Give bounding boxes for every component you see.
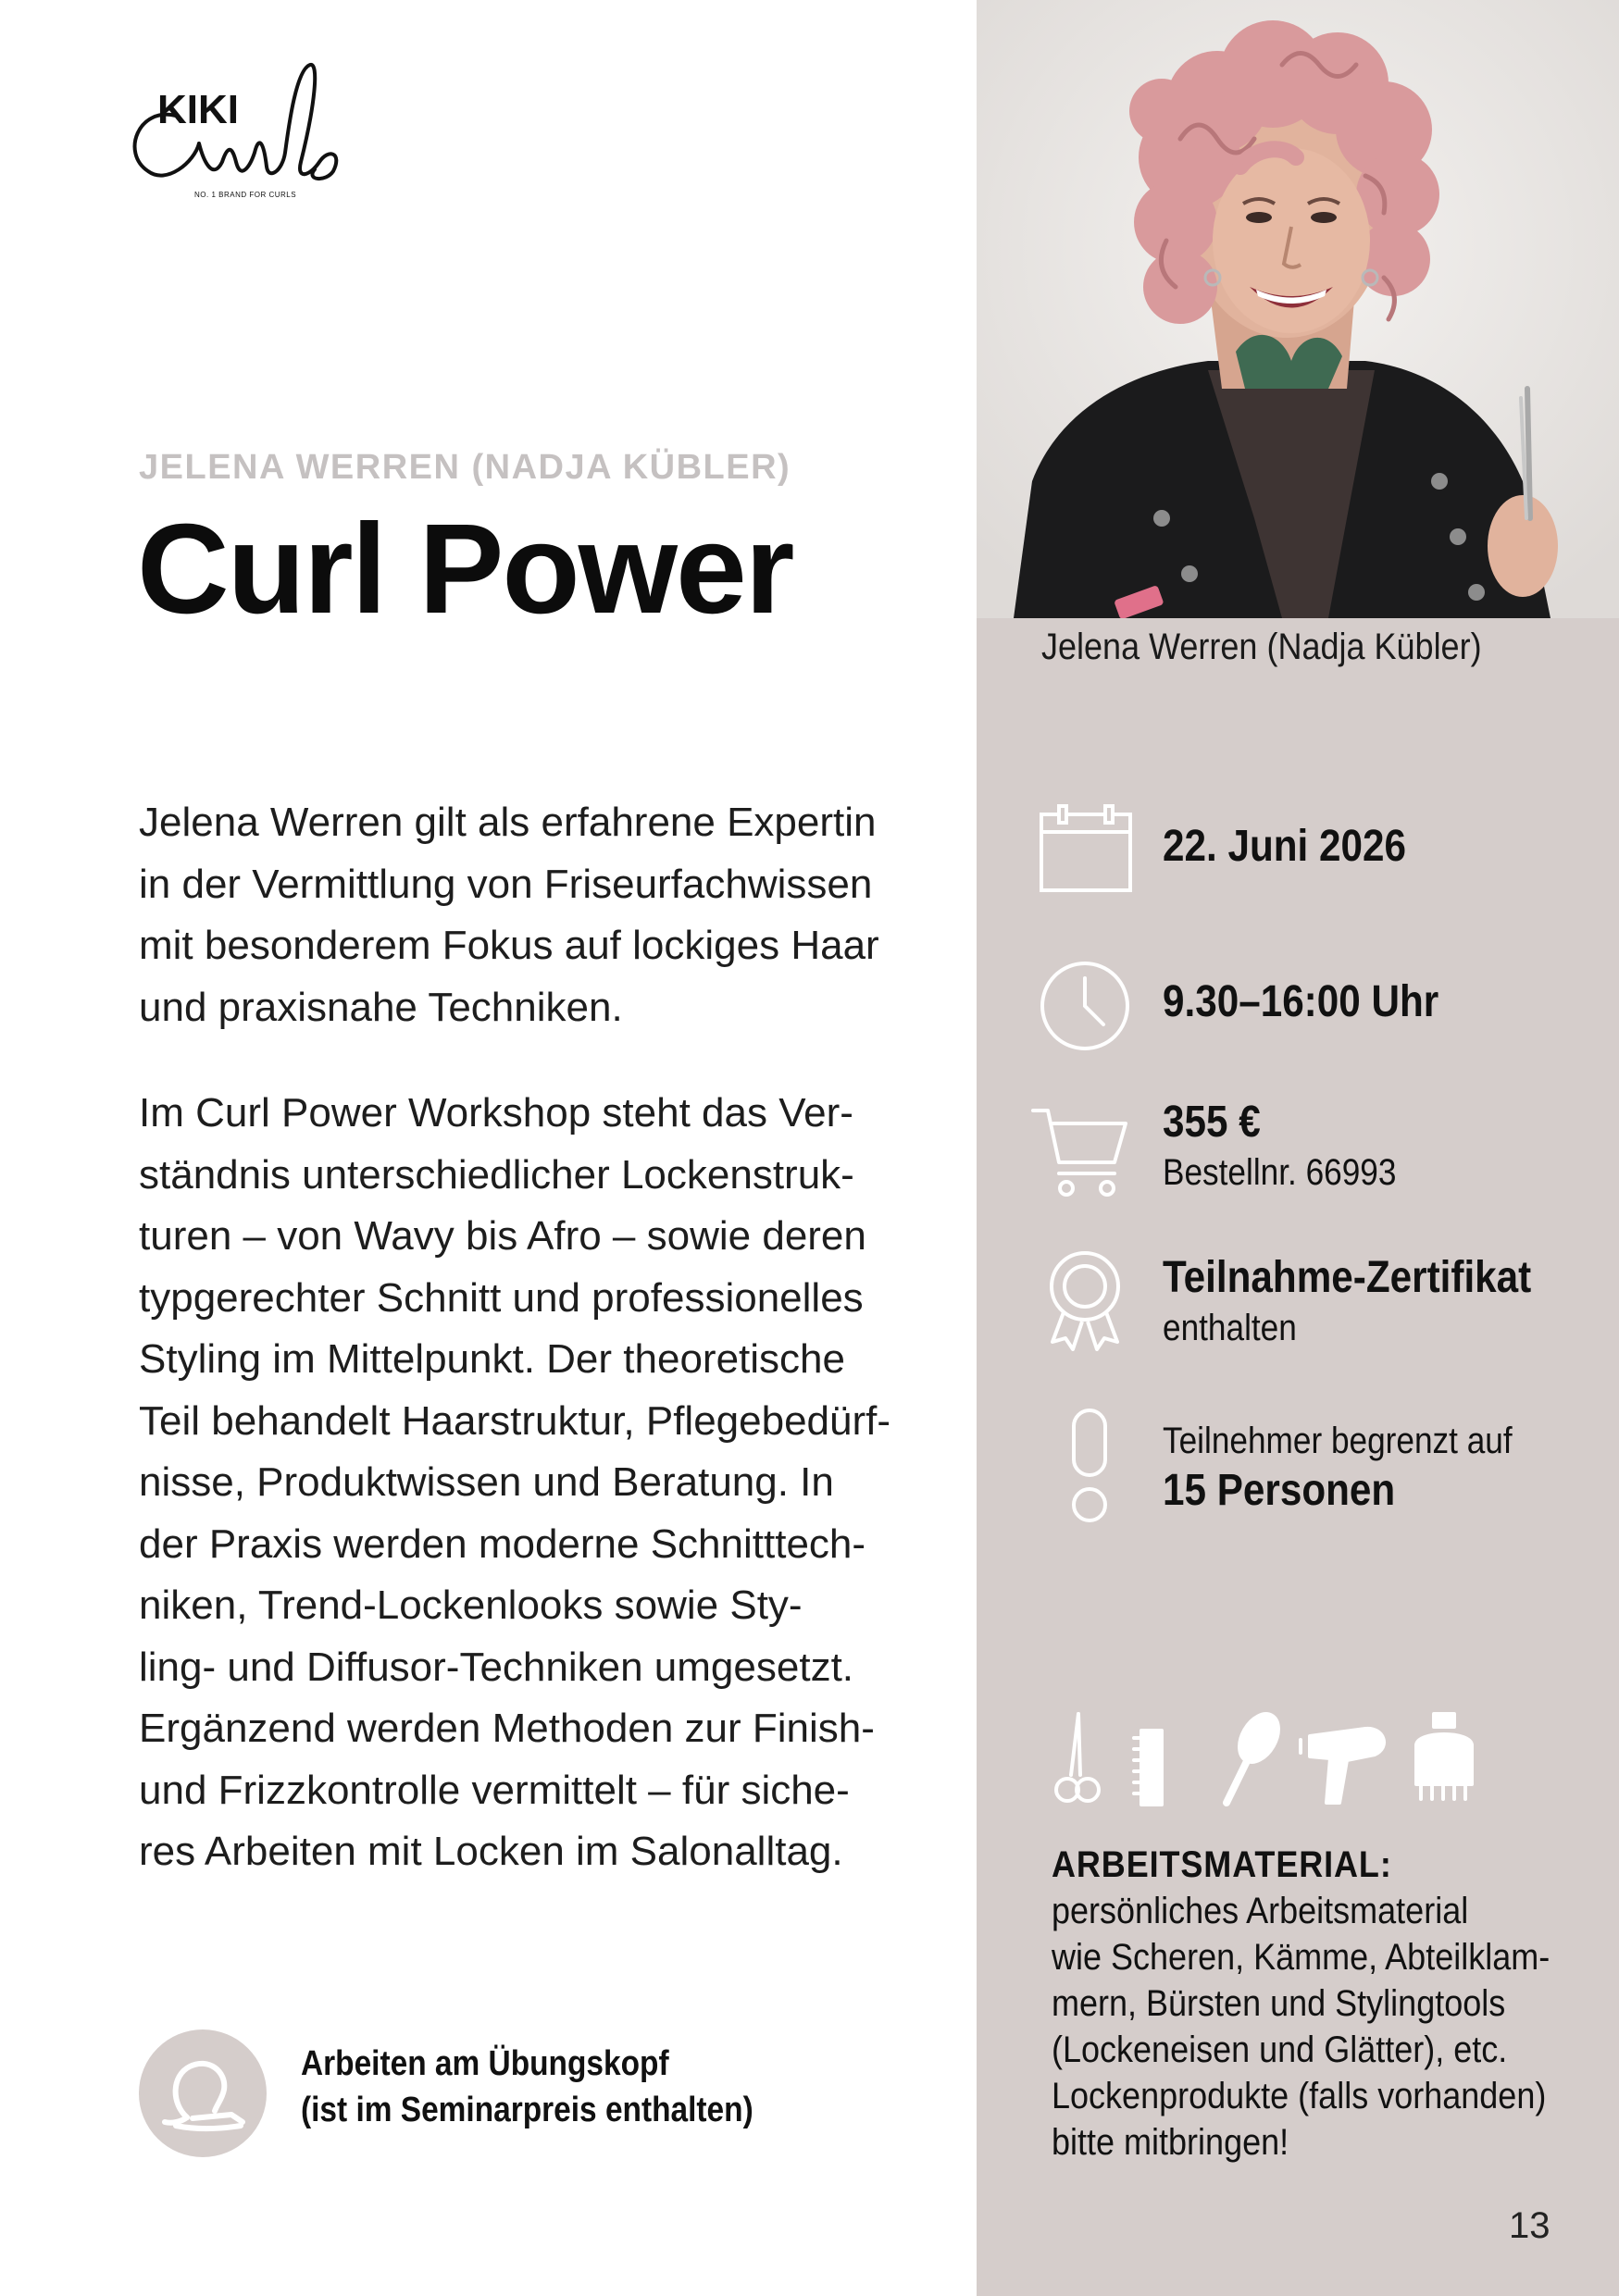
text-line: mit besonderem Fokus auf lockiges Haar bbox=[139, 923, 879, 968]
participants-note: Teilnehmer begrenzt auf bbox=[1163, 1421, 1513, 1461]
text-line: typgerechter Schnitt und professionelles bbox=[139, 1274, 864, 1321]
trainer-photo bbox=[977, 0, 1619, 618]
text-line: niken, Trend-Lockenlooks sowie Sty- bbox=[139, 1582, 803, 1628]
text-line: Im Curl Power Workshop steht das Ver- bbox=[139, 1090, 853, 1136]
certificate-value: Teilnahme-Zertifikat bbox=[1163, 1253, 1532, 1302]
intro-paragraph bbox=[139, 792, 926, 1038]
order-number: Bestellnr. 66993 bbox=[1163, 1152, 1397, 1193]
material-line: Lockenprodukte (falls vorhanden) bbox=[1052, 2076, 1547, 2116]
page-number: 13 bbox=[1509, 2205, 1551, 2246]
participants-block bbox=[1163, 1418, 1513, 1518]
certificate-note: enthalten bbox=[1163, 1308, 1297, 1348]
exclamation-icon bbox=[1065, 1407, 1120, 1527]
cart-icon bbox=[1029, 1101, 1131, 1203]
material-line: (Lockeneisen und Glätter), etc. bbox=[1052, 2029, 1508, 2070]
text-line: turen – von Wavy bis Afro – sowie deren bbox=[139, 1213, 866, 1259]
photo-caption: Jelena Werren (Nadja Kübler) bbox=[1041, 627, 1482, 667]
clock-icon bbox=[1037, 958, 1139, 1060]
price-value: 355 € bbox=[1163, 1098, 1261, 1147]
text-line: und Frizzkontrolle vermittelt – für siche- bbox=[139, 1767, 850, 1813]
award-icon bbox=[1041, 1249, 1143, 1351]
material-line: mern, Bürsten und Stylingtools bbox=[1052, 1983, 1506, 2024]
text-line: ständnis unterschiedlicher Lockenstruk- bbox=[139, 1151, 854, 1198]
kiki-curls-logo bbox=[120, 51, 361, 208]
material-line: bitte mitbringen! bbox=[1052, 2122, 1289, 2163]
practice-head-note bbox=[301, 2041, 753, 2133]
calendar-icon bbox=[1037, 800, 1139, 902]
text-line: Teil behandelt Haarstruktur, Pflegebedürf- bbox=[139, 1397, 891, 1444]
text-line: und praxisnahe Techniken. bbox=[139, 984, 623, 1030]
svg-text:NO. 1 BRAND FOR CURLS: NO. 1 BRAND FOR CURLS bbox=[194, 191, 297, 199]
description-paragraph bbox=[139, 1083, 926, 1883]
practice-line-1: Arbeiten am Übungskopf bbox=[301, 2044, 669, 2083]
time-value: 9.30–16:00 Uhr bbox=[1163, 977, 1439, 1026]
tool-icons bbox=[1051, 1710, 1513, 1812]
trainer-name-subtitle: JELENA WERREN (NADJA KÜBLER) bbox=[139, 448, 791, 487]
participants-value: 15 Personen bbox=[1163, 1466, 1396, 1515]
material-heading: ARBEITSMATERIAL: bbox=[1052, 1844, 1392, 1885]
page-title: Curl Power bbox=[137, 498, 793, 640]
material-line: wie Scheren, Kämme, Abteilklam- bbox=[1052, 1937, 1551, 1978]
text-line: ling- und Diffusor-Techniken umgesetzt. bbox=[139, 1644, 854, 1690]
material-section bbox=[1052, 1842, 1551, 2166]
text-line: in der Vermittlung von Friseurfachwissen bbox=[139, 861, 873, 907]
certificate-block bbox=[1163, 1251, 1531, 1351]
price-block bbox=[1163, 1096, 1396, 1196]
date-value: 22. Juni 2026 bbox=[1163, 822, 1406, 871]
comb-icon bbox=[1134, 1731, 1162, 1805]
material-line: persönliches Arbeitsmaterial bbox=[1052, 1891, 1469, 1931]
practice-head-icon bbox=[139, 2029, 267, 2157]
svg-text:KIKI: KIKI bbox=[157, 87, 239, 132]
hairdryer-icon bbox=[1301, 1729, 1384, 1803]
text-line: der Praxis werden moderne Schnitttech- bbox=[139, 1520, 866, 1567]
practice-line-2: (ist im Seminarpreis enthalten) bbox=[301, 2091, 753, 2129]
brush-icon bbox=[1227, 1710, 1287, 1803]
text-line: Jelena Werren gilt als erfahrene Expertin bbox=[139, 800, 877, 845]
text-line: nisse, Produktwissen und Beratung. In bbox=[139, 1459, 834, 1505]
text-line: res Arbeiten mit Locken im Salonalltag. bbox=[139, 1829, 843, 1874]
text-line: Ergänzend werden Methoden zur Finish- bbox=[139, 1706, 875, 1751]
diffuser-icon bbox=[1416, 1714, 1472, 1799]
scissors-icon bbox=[1056, 1714, 1099, 1801]
text-line: Styling im Mittelpunkt. Der theoretische bbox=[139, 1336, 845, 1382]
